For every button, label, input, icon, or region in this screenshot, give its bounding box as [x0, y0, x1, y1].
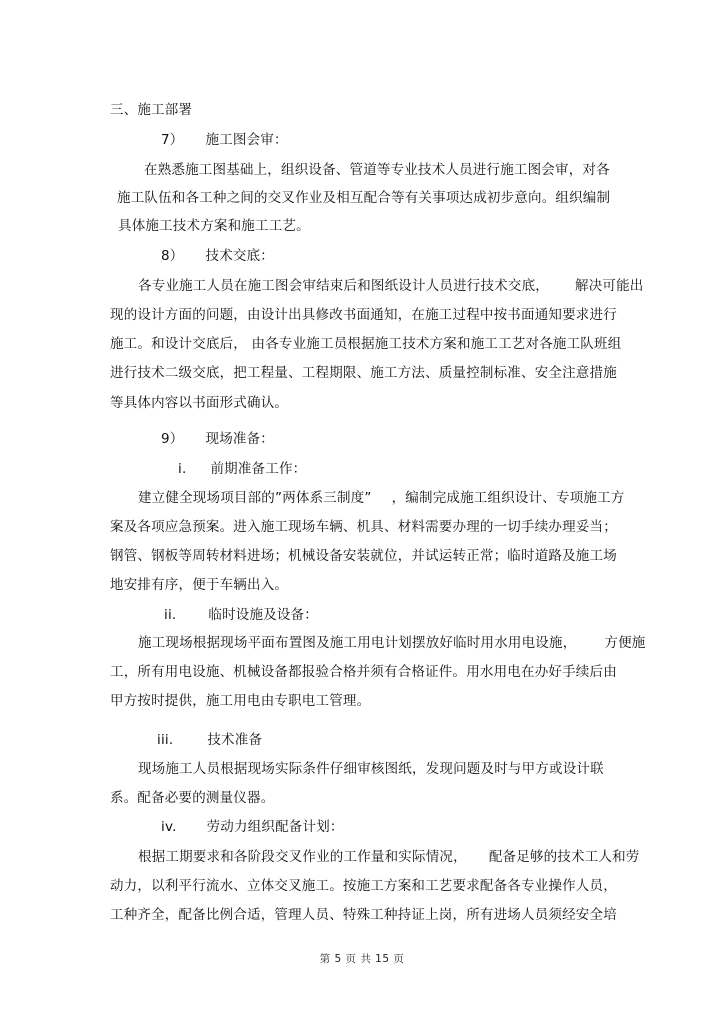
ps4-line-1b: 配备足够的技术工人和劳 [488, 849, 640, 865]
sub-4-title: 劳动力组织配备计划： [206, 819, 344, 835]
section-title: 三、施工部署 [110, 102, 193, 118]
item-8-number: 8） [161, 248, 184, 264]
sub-1-heading [178, 460, 306, 478]
p8-line-1 [138, 277, 644, 295]
ps4-line-3: 工种齐全，配备比例合适，管理人员、特殊工种持证上岗，所有进场人员须经安全培 [110, 907, 617, 923]
item-7-heading [161, 131, 288, 149]
p7-line-3: 具体施工技术方案和施工工艺。 [118, 218, 310, 234]
item-7-title: 施工图会审： [205, 132, 288, 148]
sub-4-number: iv. [161, 819, 177, 835]
p8-line-1a: 各专业施工人员在施工图会审结束后和图纸设计人员进行技术交底， [138, 278, 549, 294]
page-footer: 第 5 页 共 15 页 [319, 953, 405, 965]
ps1-line-2: 案及各项应急预案。进入施工现场车辆、机具、材料需要办理的一切手续办理妥当； [110, 519, 617, 535]
ps2-line-3: 甲方按时提供，施工用电由专职电工管理。 [110, 693, 371, 709]
sub-1-title: 前期准备工作： [210, 461, 307, 477]
ps3-line-1: 现场施工人员根据现场实际条件仔细审核图纸，发现问题及时与甲方或设计联 [138, 761, 604, 777]
item-7-number: 7） [161, 132, 184, 148]
item-8-heading [161, 247, 274, 265]
sub-3-title: 技术准备 [207, 732, 263, 748]
sub-4-heading [161, 818, 344, 836]
ps2-line-1b: 方便施 [604, 635, 646, 651]
ps4-line-1a: 根据工期要求和各阶段交叉作业的工作量和实际情况， [138, 849, 467, 865]
p8-line-4: 进行技术二级交底，把工程量、工程期限、施工方法、质量控制标准、安全注意措施 [110, 365, 617, 381]
sub-2-title: 临时设施及设备： [208, 607, 319, 623]
ps1-line-1 [138, 489, 625, 507]
p8-line-5: 等具体内容以书面形式确认。 [110, 395, 289, 411]
sub-3-number: iii. [157, 732, 174, 748]
item-8-title: 技术交底： [205, 248, 274, 264]
sub-1-number: i. [178, 461, 187, 477]
item-9-number: 9） [161, 431, 184, 447]
ps2-line-1a: 施工现场根据现场平面布置图及施工用电计划摆放好临时用水用电设施， [138, 635, 577, 651]
sub-2-number: ii. [164, 607, 177, 623]
p7-line-1: 在熟悉施工图基础上，组织设备、管道等专业技术人员进行施工图会审，对各 [144, 162, 610, 178]
ps2-line-1 [138, 634, 646, 652]
ps1-line-3: 钢管、钢板等周转材料进场；机械设备安装就位，并试运转正常；临时道路及施工场 [110, 548, 617, 564]
sub-3-heading [157, 731, 262, 749]
item-9-heading [161, 430, 274, 448]
ps4-line-2: 动力，以利平行流水、立体交叉施工。按施工方案和工艺要求配备各专业操作人员， [110, 878, 617, 894]
ps1-line-1a: 建立健全现场项目部的”两体系三制度” [138, 490, 372, 506]
p8-line-2: 现的设计方面的问题，由设计出具修改书面通知，在施工过程中按书面通知要求进行 [110, 307, 617, 323]
ps3-line-2: 系。配备必要的测量仪器。 [110, 790, 275, 806]
p7-line-2: 施工队伍和各工种之间的交叉作业及相互配合等有关事项达成初步意向。组织编制 [117, 190, 611, 206]
item-9-title: 现场准备： [205, 431, 274, 447]
ps2-line-2: 工，所有用电设施、机械设备都报验合格并须有合格证件。用水用电在办好手续后由 [110, 664, 617, 680]
ps1-line-1b: ，编制完成施工组织设计、专项施工方 [391, 490, 625, 506]
sub-2-heading [164, 606, 318, 624]
p8-line-1b: 解决可能出 [575, 278, 644, 294]
p8-line-3: 施工。和设计交底后， 由各专业施工员根据施工技术方案和施工工艺对各施工队班组 [110, 336, 622, 352]
ps1-line-4: 地安排有序，便于车辆出入。 [110, 577, 289, 593]
ps4-line-1 [138, 848, 640, 866]
